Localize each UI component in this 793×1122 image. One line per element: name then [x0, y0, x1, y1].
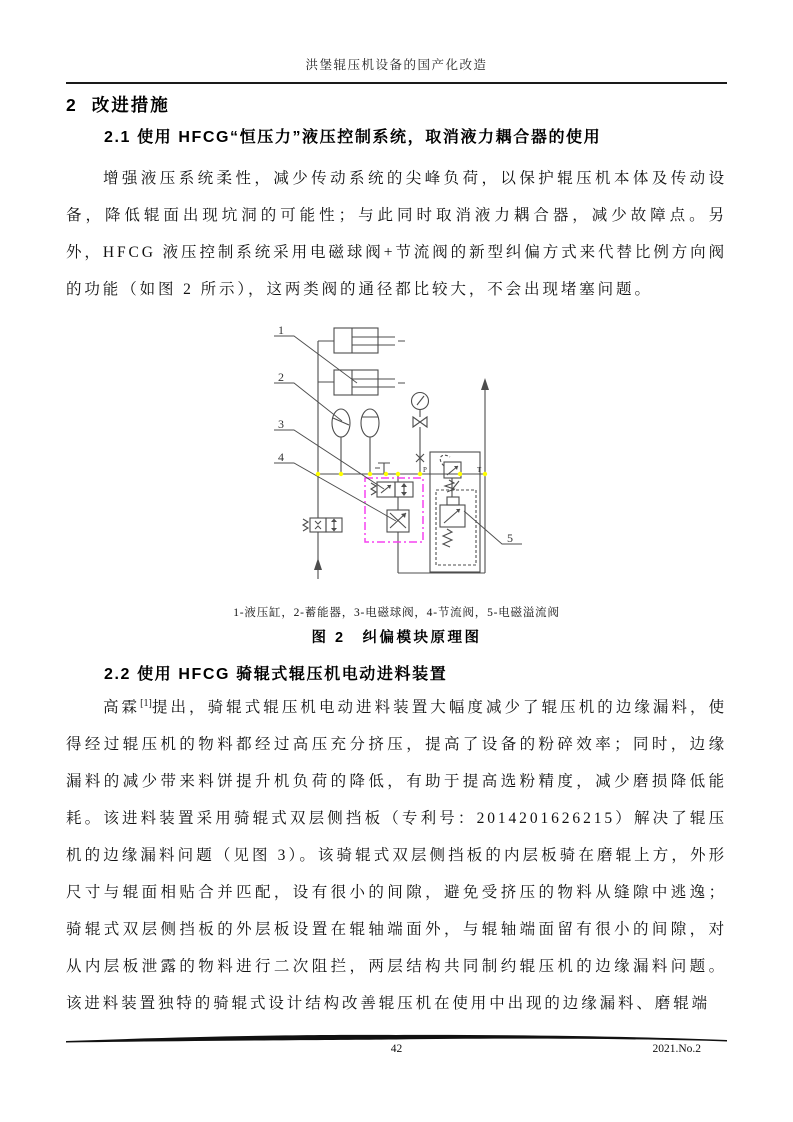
- citation-ref: [1]: [140, 698, 152, 709]
- page-number: 42: [390, 1043, 403, 1055]
- hydraulic-cylinder-1: [334, 328, 405, 353]
- citation-author: 高霖: [103, 699, 141, 716]
- port-t-label: T: [477, 466, 482, 474]
- issue-label: 2021.No.2: [652, 1043, 701, 1055]
- footer: [66, 1043, 727, 1059]
- callout-3-label: 3: [278, 417, 284, 431]
- callout-4-label: 4: [278, 450, 284, 464]
- relief-valve-block: [430, 452, 480, 572]
- solenoid-ball-valve: [371, 474, 413, 510]
- left-solenoid-valve: [303, 518, 342, 532]
- accumulator-2: [361, 409, 379, 474]
- callout-2-label: 2: [278, 370, 284, 384]
- hydraulic-schematic: [253, 310, 549, 606]
- section-number: 2: [66, 95, 76, 115]
- pressure-gauge: [412, 393, 429, 418]
- figure-2-title: 图 2 纠偏模块原理图: [311, 630, 482, 646]
- subsection-2-1-heading: 2.1 使用 HFCG“恒压力”液压控制系统，取消液力耦合器的使用: [104, 129, 602, 146]
- header-rule: [66, 82, 727, 84]
- port-p-label: P: [423, 466, 427, 474]
- test-cock: [375, 463, 390, 474]
- subsection-2-2-heading: 2.2 使用 HFCG 骑辊式辊压机电动进料装置: [104, 666, 448, 683]
- accumulator-1: [332, 409, 350, 474]
- figure-2-schematic: [253, 310, 549, 606]
- callout-1-label: 1: [278, 323, 284, 337]
- paragraph-2-text: 提出，骑辊式辊压机电动进料装置大幅度减少了辊压机的边缘漏料，使得经过辊压机的物料都经过高压充分挤压，提高了设备的粉碎效率；同时，边缘漏料的减少带来料饼提升机负荷的降低，有助于提高选粉精度，减少磨损降低能耗。该进料装置采用骑辊式双层侧挡板（专利号：2014201626215）解决了辊压机的边缘漏料问题（见图 3）。该骑辊式双层侧挡板的内层板骑在磨辊上方，外形尺寸与辊面相贴合并匹配，设有很小的间隙，避免受挤压的物料从缝隙中逃逸；骑辊式双层侧挡板的外层板设置在辊轴端面外，与辊轴端面留有很小的间隙，对从内层板泄露的物料进行二次阻拦，两层结构共同制约辊压机的边缘漏料问题。该进料装置独特的骑辊式设计结构改善辊压机在使用中出现的边缘漏料、磨辊端: [66, 699, 727, 1012]
- section-title: 改进措施: [91, 95, 170, 115]
- tank-arrow-icon: [481, 378, 489, 390]
- throttle-valve: [387, 510, 409, 532]
- footer-thick-line: [66, 1035, 727, 1043]
- supply-line-left: [318, 341, 334, 579]
- return-line: [398, 382, 485, 573]
- running-header: 洪堡辊压机设备的国产化改造: [305, 58, 488, 72]
- callout-5-label: 5: [507, 531, 513, 545]
- paragraph-1: 增强液压系统柔性，减少传动系统的尖峰负荷，以保护辊压机本体及传动设备，降低辊面出现坑洞的可能性；与此同时取消液力耦合器，减少故障点。另外，HFCG 液压控制系统采用电磁球阀+节流阀的新型纠偏方式来代替比例方向阀的功能（如图 2 所示），这两类阀的通径都比较大，不会出现堵塞问题。: [66, 170, 727, 298]
- paragraph-2: [66, 689, 727, 1022]
- flow-arrow-up-icon: [314, 558, 322, 570]
- figure-2-legend: 1-液压缸，2-蓄能器，3-电磁球阀，4-节流阀，5-电磁溢流阀: [233, 607, 560, 619]
- section-heading: [66, 92, 727, 117]
